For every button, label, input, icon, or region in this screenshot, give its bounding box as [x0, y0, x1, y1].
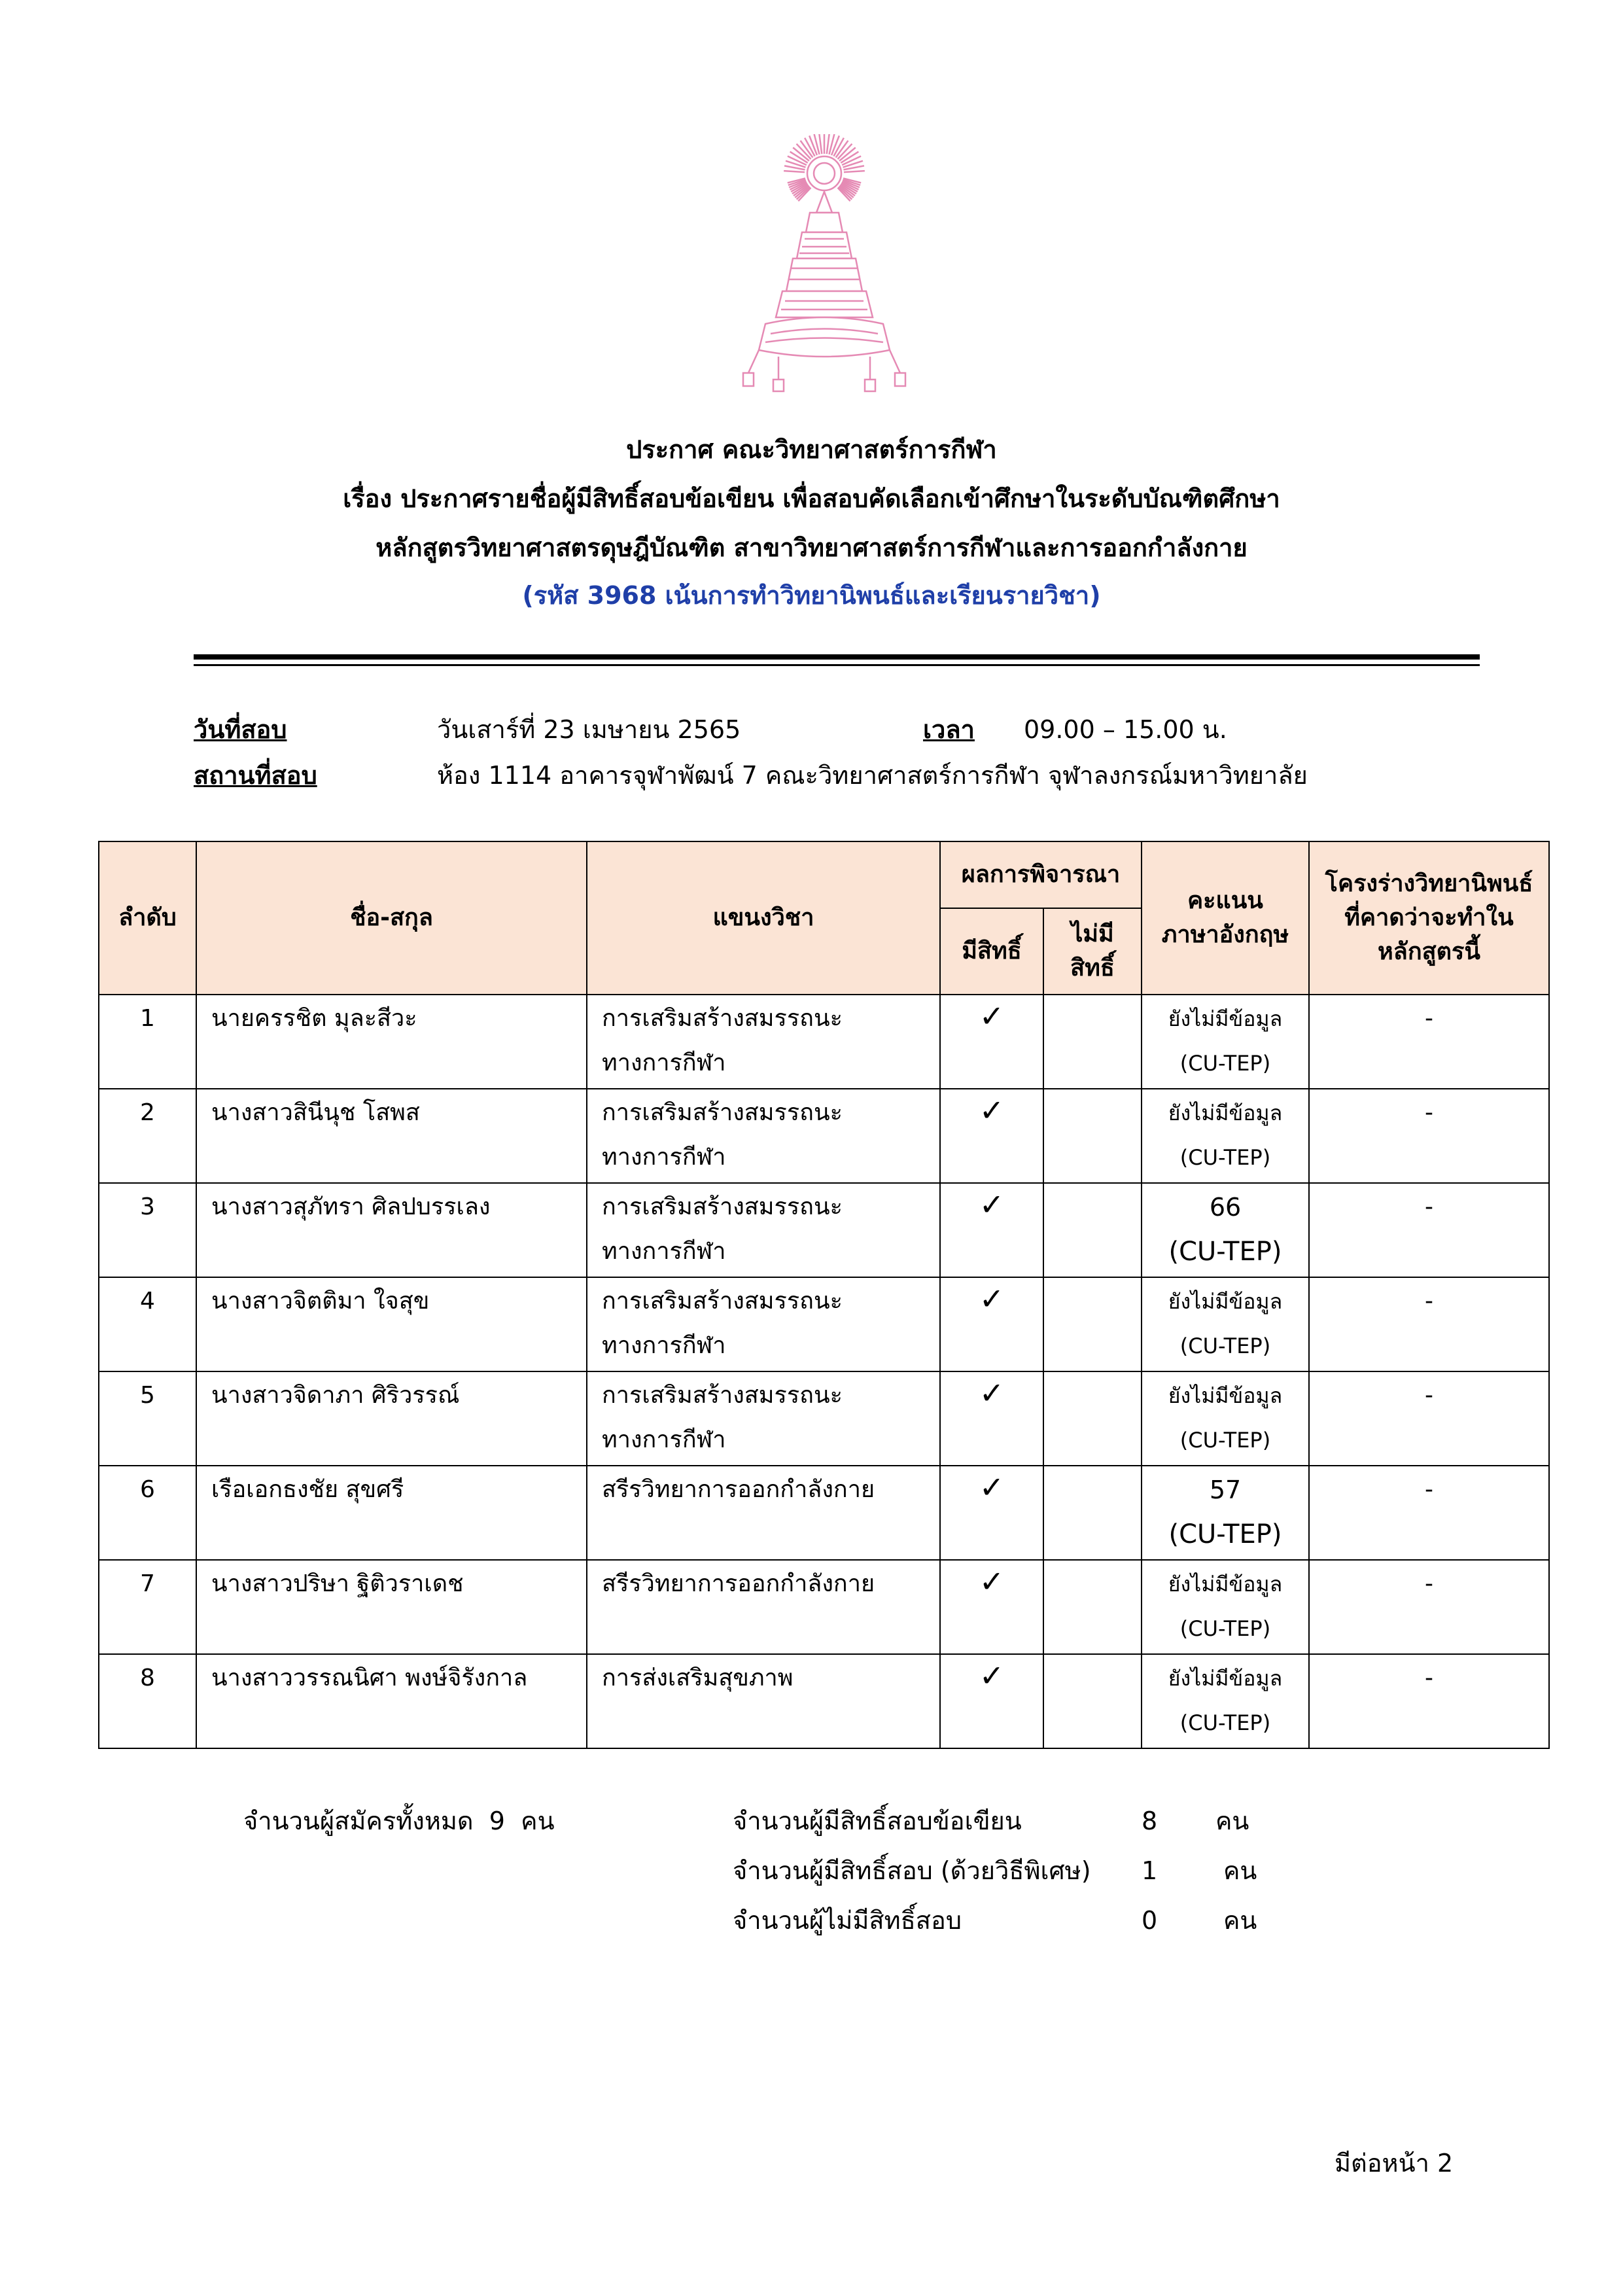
- header-not-eligible-line2: สิทธิ์: [1070, 955, 1115, 981]
- table-row: [99, 1277, 1549, 1371]
- row-score-test: (CU-TEP): [1179, 1616, 1271, 1641]
- row-field: [587, 1183, 940, 1277]
- exam-time-value: 09.00 – 15.00 น.: [1024, 715, 1227, 744]
- summary-not-eligible-unit: คน: [1223, 1906, 1257, 1935]
- row-score-value: ยังไม่มีข้อมูล: [1168, 1289, 1283, 1314]
- header-score-line2: ภาษาอังกฤษ: [1161, 921, 1289, 948]
- row-score-test: (CU-TEP): [1168, 1519, 1282, 1549]
- checkmark-icon: ✓: [979, 1564, 1005, 1599]
- program-code-text: (รหัส 3968 เน้นการทำวิทยานิพนธ์และเรียนรายวิชา): [522, 581, 1101, 610]
- row-score-value: ยังไม่มีข้อมูล: [1168, 1101, 1283, 1125]
- row-name: นางสาวสินีนุช โสพส: [196, 1089, 587, 1183]
- checkmark-icon: ✓: [979, 1375, 1005, 1411]
- row-number: 6: [99, 1466, 196, 1560]
- checkmark-icon: ✓: [979, 1093, 1005, 1128]
- row-name: นางสาวปริษา ฐิติวราเดช: [196, 1560, 587, 1654]
- summary-not-eligible-label: จำนวนผู้ไม่มีสิทธิ์สอบ: [733, 1906, 962, 1935]
- exam-place-label: สถานที่สอบ: [194, 761, 317, 790]
- row-eligible: [940, 1466, 1043, 1560]
- row-proposal: -: [1309, 1560, 1549, 1654]
- row-name: นางสาวจิดาภา ศิริวรรณ์: [196, 1371, 587, 1466]
- row-not-eligible: [1043, 1466, 1142, 1560]
- checkmark-icon: ✓: [979, 1187, 1005, 1222]
- row-field-line2: ทางการกีฬา: [602, 1332, 726, 1359]
- row-score-test: (CU-TEP): [1179, 1333, 1271, 1358]
- header-score-line1: คะแนน: [1187, 887, 1263, 914]
- table-row: [99, 1371, 1549, 1466]
- row-name: เรือเอกธงชัย สุขศรี: [196, 1466, 587, 1560]
- row-not-eligible: [1043, 995, 1142, 1089]
- row-score: [1142, 995, 1309, 1089]
- row-field: [587, 1371, 940, 1466]
- row-field-line1: สรีรวิทยาการออกกำลังกาย: [602, 1476, 875, 1503]
- row-field-line2: ทางการกีฬา: [602, 1144, 726, 1171]
- summary-total-label: จำนวนผู้สมัครทั้งหมด: [243, 1807, 474, 1835]
- row-not-eligible: [1043, 1089, 1142, 1183]
- row-field-line2: ทางการกีฬา: [602, 1426, 726, 1453]
- row-field: [587, 1560, 940, 1654]
- summary-eligible-unit: คน: [1215, 1807, 1249, 1835]
- row-number: 5: [99, 1371, 196, 1466]
- row-score-test: (CU-TEP): [1168, 1237, 1282, 1267]
- row-proposal: -: [1309, 1089, 1549, 1183]
- row-score-value: ยังไม่มีข้อมูล: [1168, 1006, 1283, 1031]
- row-score-test: (CU-TEP): [1179, 1428, 1271, 1453]
- row-score-value: 57: [1209, 1475, 1242, 1504]
- row-field: [587, 995, 940, 1089]
- header-proposal: [1309, 841, 1549, 995]
- row-field: [587, 1089, 940, 1183]
- row-eligible: [940, 1560, 1043, 1654]
- table-row: [99, 1560, 1549, 1654]
- header-not-eligible: [1043, 908, 1142, 995]
- exam-date-value: วันเสาร์ที่ 23 เมษายน 2565: [437, 715, 741, 744]
- row-score-value: ยังไม่มีข้อมูล: [1168, 1572, 1283, 1597]
- row-name: นายครรชิต มุละสีวะ: [196, 995, 587, 1089]
- row-field-line1: สรีรวิทยาการออกกำลังกาย: [602, 1570, 875, 1597]
- header-no: ลำดับ: [99, 841, 196, 995]
- row-score: [1142, 1466, 1309, 1560]
- row-name: นางสาววรรณนิศา พงษ์จิรังกาล: [196, 1654, 587, 1748]
- row-number: 3: [99, 1183, 196, 1277]
- header-score: [1142, 841, 1309, 995]
- program-name: หลักสูตรวิทยาศาสตรดุษฎีบัณฑิต สาขาวิทยาศาสตร์การกีฬาและการออกกำลังกาย: [375, 533, 1248, 562]
- table-row: [99, 1654, 1549, 1748]
- row-number: 8: [99, 1654, 196, 1748]
- row-number: 4: [99, 1277, 196, 1371]
- checkmark-icon: ✓: [979, 998, 1005, 1034]
- header-proposal-line2: ที่คาดว่าจะทำใน: [1344, 904, 1514, 931]
- row-field-line1: การเสริมสร้างสมรรถนะ: [602, 1005, 843, 1032]
- header-proposal-line1: โครงร่างวิทยานิพนธ์: [1325, 870, 1533, 897]
- table-row: [99, 995, 1549, 1089]
- summary-total-unit: คน: [521, 1807, 555, 1835]
- row-name: นางสาวสุภัทรา ศิลปบรรเลง: [196, 1183, 587, 1277]
- header-not-eligible-line1: ไม่มี: [1071, 921, 1114, 947]
- checkmark-icon: ✓: [979, 1281, 1005, 1316]
- row-score-value: ยังไม่มีข้อมูล: [1168, 1666, 1283, 1691]
- summary-eligible-value: 8: [1142, 1807, 1158, 1835]
- eligibility-table: [98, 841, 1550, 1749]
- announcement-title: ประกาศ คณะวิทยาศาสตร์การกีฬา: [626, 435, 997, 464]
- page-continued-note: มีต่อหน้า 2: [1335, 2149, 1454, 2178]
- row-score-test: (CU-TEP): [1179, 1710, 1271, 1735]
- row-field-line1: การเสริมสร้างสมรรถนะ: [602, 1288, 843, 1315]
- row-field-line1: การส่งเสริมสุขภาพ: [602, 1665, 794, 1691]
- header-result: ผลการพิจารณา: [940, 841, 1142, 908]
- row-not-eligible: [1043, 1183, 1142, 1277]
- row-field: [587, 1466, 940, 1560]
- row-score: [1142, 1654, 1309, 1748]
- row-score-test: (CU-TEP): [1179, 1051, 1271, 1076]
- row-eligible: [940, 1654, 1043, 1748]
- row-score: [1142, 1560, 1309, 1654]
- summary-total-value: 9: [489, 1807, 505, 1835]
- row-score: [1142, 1183, 1309, 1277]
- row-field-line2: ทางการกีฬา: [602, 1238, 726, 1265]
- university-emblem-logo: [739, 134, 909, 396]
- program-code: [0, 573, 1623, 618]
- row-number: 1: [99, 995, 196, 1089]
- summary-special-value: 1: [1142, 1856, 1158, 1885]
- row-proposal: -: [1309, 1466, 1549, 1560]
- summary-total: [243, 1805, 555, 1837]
- row-proposal: -: [1309, 1183, 1549, 1277]
- row-score-test: (CU-TEP): [1179, 1145, 1271, 1170]
- row-eligible: [940, 1371, 1043, 1466]
- header-eligible: มีสิทธิ์: [940, 908, 1043, 995]
- table-row: [99, 1183, 1549, 1277]
- row-eligible: [940, 1277, 1043, 1371]
- header-proposal-line3: หลักสูตรนี้: [1378, 938, 1480, 965]
- row-score: [1142, 1089, 1309, 1183]
- exam-place-value: ห้อง 1114 อาคารจุฬาพัฒน์ 7 คณะวิทยาศาสตร์การกีฬา จุฬาลงกรณ์มหาวิทยาลัย: [437, 761, 1308, 790]
- row-eligible: [940, 1089, 1043, 1183]
- summary-special-label: จำนวนผู้มีสิทธิ์สอบ (ด้วยวิธีพิเศษ): [733, 1856, 1091, 1885]
- row-proposal: -: [1309, 1277, 1549, 1371]
- table-row: [99, 1089, 1549, 1183]
- header-name: ชื่อ-สกุล: [196, 841, 587, 995]
- row-proposal: -: [1309, 1371, 1549, 1466]
- header-divider-thick: [194, 654, 1480, 660]
- checkmark-icon: ✓: [979, 1658, 1005, 1693]
- row-field-line1: การเสริมสร้างสมรรถนะ: [602, 1193, 843, 1220]
- row-field-line1: การเสริมสร้างสมรรถนะ: [602, 1099, 843, 1126]
- row-field: [587, 1277, 940, 1371]
- row-eligible: [940, 995, 1043, 1089]
- row-number: 2: [99, 1089, 196, 1183]
- row-proposal: -: [1309, 995, 1549, 1089]
- row-name: นางสาวจิตติมา ใจสุข: [196, 1277, 587, 1371]
- row-score: [1142, 1277, 1309, 1371]
- summary-special-unit: คน: [1223, 1856, 1257, 1885]
- exam-time-label: เวลา: [923, 715, 975, 744]
- row-eligible: [940, 1183, 1043, 1277]
- announcement-subject: เรื่อง ประกาศรายชื่อผู้มีสิทธิ์สอบข้อเขียน เพื่อสอบคัดเลือกเข้าศึกษาในระดับบัณฑิตศึกษา: [343, 484, 1280, 513]
- row-score-value: ยังไม่มีข้อมูล: [1168, 1383, 1283, 1408]
- row-number: 7: [99, 1560, 196, 1654]
- row-field-line2: ทางการกีฬา: [602, 1050, 726, 1076]
- row-not-eligible: [1043, 1654, 1142, 1748]
- summary-not-eligible-value: 0: [1142, 1906, 1158, 1935]
- table-row: [99, 1466, 1549, 1560]
- row-field-line1: การเสริมสร้างสมรรถนะ: [602, 1382, 843, 1409]
- row-not-eligible: [1043, 1371, 1142, 1466]
- row-score: [1142, 1371, 1309, 1466]
- summary-eligible-label: จำนวนผู้มีสิทธิ์สอบข้อเขียน: [733, 1807, 1022, 1835]
- header-divider-thin: [194, 664, 1480, 666]
- header-field: แขนงวิชา: [587, 841, 940, 995]
- row-score-value: 66: [1209, 1193, 1242, 1222]
- row-not-eligible: [1043, 1277, 1142, 1371]
- row-not-eligible: [1043, 1560, 1142, 1654]
- exam-date-label: วันที่สอบ: [194, 715, 287, 744]
- checkmark-icon: ✓: [979, 1470, 1005, 1505]
- row-proposal: -: [1309, 1654, 1549, 1748]
- row-field: [587, 1654, 940, 1748]
